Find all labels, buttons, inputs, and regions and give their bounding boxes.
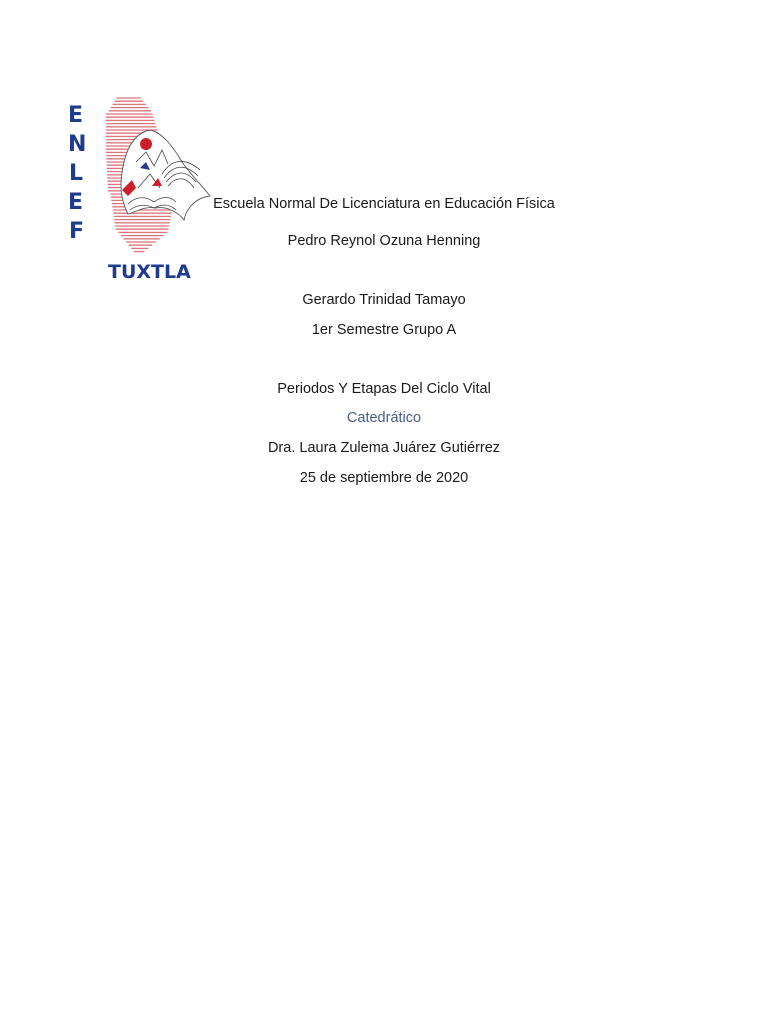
professor-label: Catedrático	[346, 410, 422, 426]
student-name-2: Gerardo Trinidad Tamayo	[302, 292, 466, 308]
school-name: Escuela Normal De Licenciatura en Educación Física	[213, 196, 555, 212]
logo-letter-f: F	[69, 219, 85, 244]
logo-letter-e1: E	[68, 103, 84, 128]
logo-letter-n: N	[68, 132, 87, 157]
enlef-logo-graphic	[66, 92, 216, 287]
group-info: 1er Semestre Grupo A	[311, 322, 457, 338]
professor-name: Dra. Laura Zulema Juárez Gutiérrez	[267, 440, 501, 456]
document-date: 25 de septiembre de 2020	[299, 470, 469, 486]
assignment-topic: Periodos Y Etapas Del Ciclo Vital	[277, 381, 491, 397]
student-name-1: Pedro Reynol Ozuna Henning	[287, 233, 481, 249]
logo-city-text: TUXTLA	[108, 261, 191, 283]
logo-letter-e2: E	[68, 190, 84, 215]
enlef-logo	[66, 92, 216, 287]
logo-letter-l: L	[69, 161, 84, 186]
